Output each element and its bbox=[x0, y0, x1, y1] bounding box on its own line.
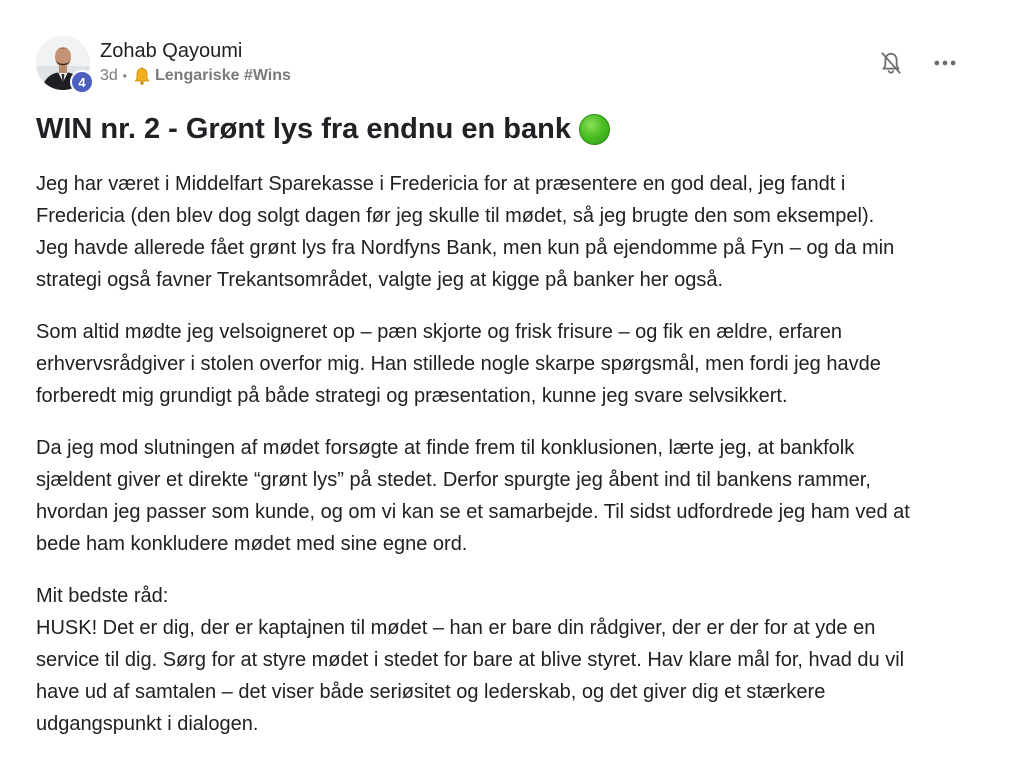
paragraph-line: HUSK! Det er dig, der er kaptajnen til mødet – han er bare din rådgiver, der er der for at yde en bbox=[36, 617, 876, 639]
paragraph-line: udgangspunkt i dialogen. bbox=[36, 713, 259, 735]
post-paragraph bbox=[36, 580, 966, 740]
paragraph-line: Som altid mødte jeg velsoigneret op – pæn skjorte og frisk frisure – og fik en ældre, erfaren bbox=[36, 321, 842, 343]
author-avatar-wrapper[interactable] bbox=[36, 36, 90, 90]
paragraph-line: forberedt mig grundigt på både strategi og præsentation, kunne jeg svare selvsikkert. bbox=[36, 385, 788, 407]
paragraph-line: service til dig. Sørg for at styre mødet i stedet for bare at blive styret. Hav klare mål for, hvad du vil bbox=[36, 649, 905, 671]
more-horizontal-icon bbox=[932, 50, 958, 76]
paragraph-line: Jeg har været i Middelfart Sparekasse i Fredericia for at præsentere en god deal, jeg fandt i bbox=[36, 173, 846, 195]
post-category[interactable]: Lengariske #Wins bbox=[155, 67, 291, 84]
paragraph-line: Fredericia (den blev dog solgt dagen før jeg skulle til mødet, så jeg brugte den som eksempel). bbox=[36, 205, 875, 227]
bell-icon bbox=[132, 66, 152, 86]
post-header bbox=[36, 36, 966, 92]
post-title-text: WIN nr. 2 - Grønt lys fra endnu en bank bbox=[36, 113, 571, 145]
level-badge: 4 bbox=[70, 70, 94, 94]
author-info bbox=[100, 36, 291, 87]
more-options-button[interactable] bbox=[930, 48, 960, 78]
paragraph-line: have ud af samtalen – det viser både seriøsitet og lederskab, og det giver dig et stærkere bbox=[36, 681, 826, 703]
paragraph-line: strategi også favner Trekantsområdet, valgte jeg at kigge på banker her også. bbox=[36, 269, 724, 291]
paragraph-line: Da jeg mod slutningen af mødet forsøgte at finde frem til konklusionen, lærte jeg, at bankfolk bbox=[36, 437, 855, 459]
bell-off-icon bbox=[878, 50, 904, 76]
post-paragraph bbox=[36, 168, 966, 296]
paragraph-line: erhvervsrådgiver i stolen overfor mig. Han stillede nogle skarpe spørgsmål, men fordi jeg havde bbox=[36, 353, 881, 375]
paragraph-line: hvordan jeg passer som kunde, og om vi kan se et samarbejde. Til sidst udfordrede jeg ham ved at bbox=[36, 501, 910, 523]
green-circle-icon bbox=[579, 114, 610, 145]
paragraph-line: Mit bedste råd: bbox=[36, 585, 169, 607]
notification-toggle-button[interactable] bbox=[876, 48, 906, 78]
author-name[interactable]: Zohab Qayoumi bbox=[100, 40, 243, 62]
post-actions bbox=[852, 48, 960, 78]
post-paragraph bbox=[36, 316, 966, 412]
paragraph-line: sjældent giver et direkte “grønt lys” på stedet. Derfor spurgte jeg åbent ind til bankens rammer, bbox=[36, 469, 871, 491]
post-paragraph bbox=[36, 432, 966, 560]
paragraph-line: bede ham konkludere mødet med sine egne ord. bbox=[36, 533, 468, 555]
post-title bbox=[36, 111, 966, 147]
meta-separator: • bbox=[122, 69, 127, 83]
post-meta bbox=[100, 65, 291, 87]
post-body bbox=[36, 168, 966, 740]
post-time[interactable]: 3d bbox=[100, 67, 118, 84]
paragraph-line: Jeg havde allerede fået grønt lys fra Nordfyns Bank, men kun på ejendomme på Fyn – og da min bbox=[36, 237, 895, 259]
